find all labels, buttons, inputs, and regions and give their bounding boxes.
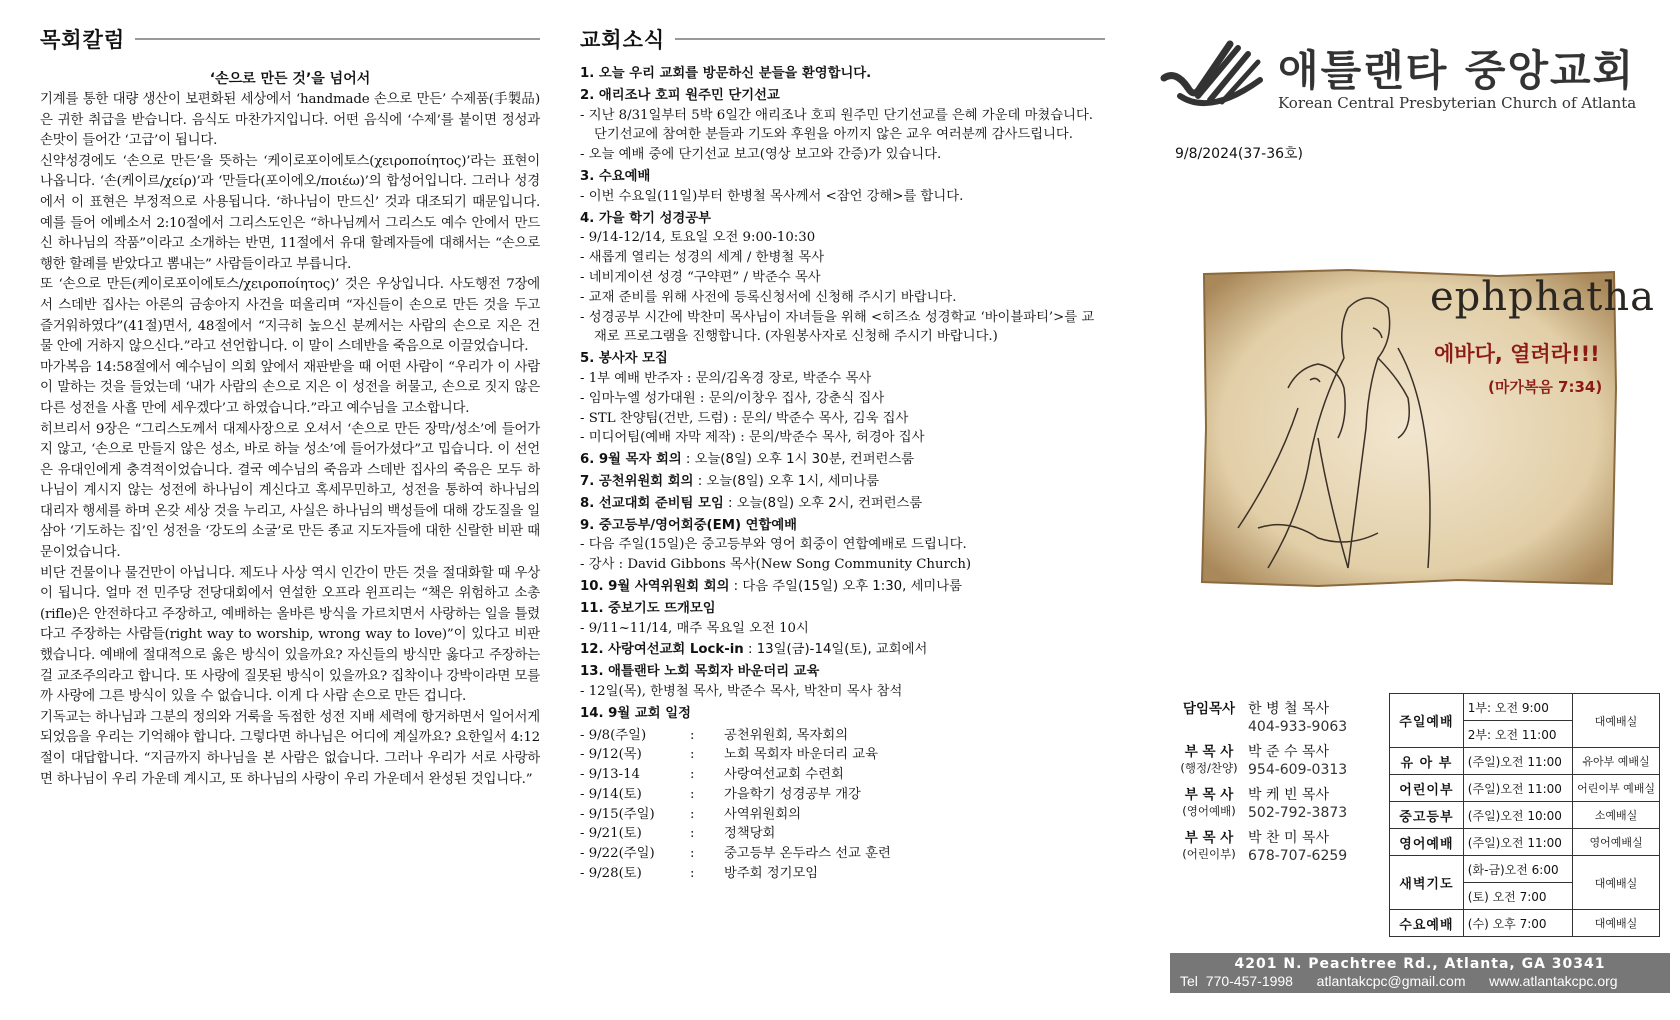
staff-role-label: 부 목 사 [1184,787,1234,803]
schedule-colon: : [690,806,695,822]
schedule-colon: : [690,826,695,842]
website-link[interactable]: www.atlantakcpc.org [1489,973,1618,989]
service-place: 대예배실 [1573,856,1660,910]
staff-contact [1248,700,1347,736]
news-item [580,167,1105,207]
news-item-heading: 8. 선교대회 준비팀 모임 [580,495,724,511]
news-item [580,209,1105,348]
ephphatha-word: ephphatha [1430,274,1655,320]
schedule-colon: : [690,866,695,882]
schedule-date: - 9/22(주일) [580,846,655,862]
news-item-heading: 9. 중고등부/영어회중(EM) 연합예배 [580,517,798,533]
phone-number: Tel 770-457-1998 [1180,973,1293,989]
staff-contact [1248,786,1347,822]
schedule-event: 중고등부 온두라스 선교 훈련 [724,846,891,862]
news-item-line: - 9/14-12/14, 토요일 오전 9:00-10:30 [580,230,816,246]
service-name: 어린이부 [1390,775,1464,802]
news-item-line: - 1부 예배 반주자 : 문의/김옥경 장로, 박준수 목사 [580,370,872,386]
schedule-colon: : [690,786,695,802]
news-item-detail: : 오늘(8일) 오후 1시, 세미나룸 [693,473,880,489]
news-item [580,704,1105,724]
ephphatha-artwork [1198,268,1655,588]
schedule-event: 공천위원회, 목자회의 [724,727,849,743]
staff-role-sub: (영어예배) [1182,804,1236,818]
section-title: 교회소식 [580,28,666,52]
schedule-date: - 9/21(토) [580,826,642,842]
schedule-date: - 9/15(주일) [580,806,655,822]
service-place: 대예배실 [1573,910,1660,937]
news-item-detail: : 다음 주일(15일) 오후 1:30, 세미나룸 [729,578,962,594]
news-item [580,662,1105,702]
service-time: 1부: 오전 9:00 [1463,694,1572,721]
paragraph: 히브리서 9장은 “그리스도께서 대제사장으로 오셔서 ‘손으로 만든 장막/성소’에 들어가지 않고, ‘손으로 만들지 않은 성소, 바로 하늘 성소’에 들어가셨다”고 밉습니다. 이 선언은 유대인에게 충격적이었습니다. 결국 예수님의 죽음과 스데반 집사의 죽음은 모두 하나님이 계시지 않는 성전에 하나님이 계신다고 혹세무민하고, 성전을 통하여 하나님의 대리자 행세를 하며 온갖 세상 것을 누리고, 사실은 하나님의 백성들에 대해 강도질을 일삼아 ‘기도하는 집’인 성전을 ‘강도의 소굴’로 만든 종교 지도자들에 대한 신랄한 비판 때문이었습니다. [40,421,540,561]
staff-role [1170,700,1248,736]
news-item-line: - 성경공부 시간에 박찬미 목사님이 자녀들을 위해 <히즈쇼 성경학교 ‘바이블파티’>를 교재로 프로그램을 진행합니다. (자원봉사자로 신청해 주시기 바랍니다.) [580,309,1095,345]
service-time: (주일)오전 11:00 [1463,748,1572,775]
news-item-line: - 강사 : David Gibbons 목사(New Song Community Church) [580,557,972,573]
service-place: 대예배실 [1573,694,1660,748]
service-place: 유아부 예배실 [1573,748,1660,775]
staff-contact [1248,829,1347,865]
staff-entry [1170,743,1360,779]
schedule-date: - 9/13-14 [580,767,640,783]
staff-entry [1170,700,1360,736]
church-logo [1160,36,1660,126]
schedule-event: 방주회 정기모임 [724,866,819,882]
service-schedule-table [1389,693,1660,937]
service-time: (화-금)오전 6:00 [1463,856,1572,883]
service-row [1390,748,1660,775]
staff-name: 한 병 철 목사 [1248,701,1329,717]
paragraph: 마가복음 14:58절에서 예수님이 의회 앞에서 재판받을 때 어떤 사람이 “우리가 이 사람이 말하는 것을 들었는데 ‘내가 사람의 손으로 지은 이 성전을 허물고, 손으로 짓지 않은 다른 성전을 사흘 만에 세우겠다’고 하였습니다.”라고 예수님을 고소합니다. [40,359,540,416]
staff-role-sub: (어린이부) [1182,847,1236,861]
staff-list [1170,700,1360,872]
staff-entry [1170,786,1360,822]
church-news [580,0,1105,884]
service-time: (주일)오전 10:00 [1463,802,1572,829]
schedule-colon: : [690,747,695,763]
news-item [580,450,1105,470]
service-name: 영어예배 [1390,829,1464,856]
staff-role [1170,743,1248,779]
schedule-list [580,726,1105,884]
news-header [580,24,1105,54]
schedule-colon: : [690,846,695,862]
contact-line [1180,973,1670,989]
news-item-heading: 13. 애틀랜타 노회 목회자 바운더리 교육 [580,664,820,680]
news-item-heading: 2. 애리조나 호피 원주민 단기선교 [580,87,780,103]
schedule-event: 노회 목회자 바운더리 교육 [724,747,878,763]
news-item-heading: 5. 봉사자 모집 [580,351,668,367]
schedule-row [580,785,1105,805]
service-name: 유 아 부 [1390,748,1464,775]
news-item-line: - 오늘 예배 중에 단기선교 보고(영상 보고와 간증)가 있습니다. [580,147,942,163]
service-place: 소예배실 [1573,802,1660,829]
bulletin-date: 9/8/2024(37-36호) [1175,146,1304,162]
schedule-row [580,805,1105,825]
news-item-heading: 12. 사랑여선교회 Lock-in [580,642,744,658]
news-item [580,494,1105,514]
staff-name: 박 준 수 목사 [1248,744,1329,760]
news-item [580,86,1105,165]
news-item-detail: : 오늘(8일) 오후 1시 30분, 컨퍼런스룸 [681,452,915,468]
section-title: 목회칼럼 [40,28,126,52]
service-row [1390,694,1660,721]
news-item [580,472,1105,492]
news-item-line: - STL 찬양팀(건반, 드럼) : 문의/ 박준수 목사, 김욱 집사 [580,410,909,426]
email-link[interactable]: atlantakcpc@gmail.com [1316,973,1466,989]
church-name-korean: 애틀랜타 중앙교회 [1278,46,1636,95]
news-item-heading: 4. 가을 학기 성경공부 [580,210,711,226]
news-item-heading: 10. 9월 사역위원회 회의 [580,578,730,594]
service-time: (주일)오전 11:00 [1463,829,1572,856]
staff-role-label: 부 목 사 [1184,830,1234,846]
service-time: 2부: 오전 11:00 [1463,721,1572,748]
staff-role [1170,829,1248,865]
staff-phone: 404-933-9063 [1248,719,1348,735]
schedule-colon: : [690,727,695,743]
news-item-line: - 9/11~11/14, 매주 목요일 오전 10시 [580,620,809,636]
service-row [1390,856,1660,883]
news-item-detail: : 오늘(8일) 오후 2시, 컨퍼런스룸 [723,495,923,511]
schedule-row [580,864,1105,884]
pastor-column [40,0,540,790]
divider [135,38,540,40]
schedule-event: 정책당회 [724,826,776,842]
news-item [580,599,1105,639]
staff-contact [1248,743,1347,779]
column-title: ‘손으로 만든 것’을 넘어서 [209,71,371,87]
news-item [580,640,1105,660]
news-item [580,349,1105,448]
service-name: 새벽기도 [1390,856,1464,910]
news-item-heading: 7. 공천위원회 회의 [580,473,694,489]
schedule-row [580,745,1105,765]
staff-phone: 678-707-6259 [1248,848,1348,864]
staff-phone: 502-792-3873 [1248,805,1348,821]
schedule-date: - 9/14(토) [580,786,642,802]
service-place: 영어예배실 [1573,829,1660,856]
news-item-detail: : 13일(금)-14일(토), 교회에서 [743,642,928,658]
scripture-reference: (마가복음 7:34) [1488,378,1603,396]
schedule-row [580,844,1105,864]
staff-name: 박 찬 미 목사 [1248,830,1329,846]
staff-role-label: 담임목사 [1182,701,1236,717]
news-item-heading: 3. 수요예배 [580,168,651,184]
schedule-colon: : [690,767,695,783]
news-item-line: - 네비게이션 성경 “구약편” / 박준수 목사 [580,269,821,285]
schedule-event: 사랑여선교회 수련회 [724,767,844,783]
news-item-line: - 지난 8/31일부터 5박 6일간 애리조나 호피 원주민 단기선교를 은혜 가운데 마쳤습니다. 단기선교에 참여한 분들과 기도와 후원을 아끼지 않은 교우 여러분께 감사드립니다. [580,107,1094,143]
service-name: 수요예배 [1390,910,1464,937]
church-address: 4201 N. Peachtree Rd., Atlanta, GA 30341 [1234,956,1606,972]
schedule-date: - 9/8(주일) [580,727,647,743]
schedule-row [580,726,1105,746]
pastor-column-header [40,24,540,54]
news-item-line: - 이번 수요일(11일)부터 한병철 목사께서 <잠언 강해>를 합니다. [580,188,964,204]
staff-role-sub: (행정/찬양) [1180,761,1238,775]
service-time: (토) 오전 7:00 [1463,883,1572,910]
paragraph: 비단 건물이나 물건만이 아닙니다. 제도나 사상 역시 인간이 만든 것을 절대화할 때 우상이 됩니다. 얼마 전 민주당 전당대회에서 연설한 오프라 윈프리는 “책은 위험하고 소총(rifle)은 안전하다고 주장하고, 예배하는 올바른 방식을 가르치면서 사랑하는 일을 틀렸다고 주장하는 사람들(right way to worship, wrong way to love)”이 있다고 비판했습니다. 예배에 절대적으로 옳은 방식이 있을까요? 자신들의 방식만 옳다고 주장하는 걸 교조주의라고 합니다. 또 사랑에 질못된 방식이 있을까요? 집착이나 강박이라면 모를까 사랑에 그른 방식이 있을 수 없습니다. 이게 다 사람 손으로 만든 겁니다. [40,565,540,705]
news-item-line: - 교재 준비를 위해 사전에 등록신청서에 신청해 주시기 바랍니다. [580,289,957,305]
ephphatha-caption: 에바다, 열려라!!! [1434,342,1600,366]
schedule-event: 가을학기 성경공부 개강 [724,786,861,802]
service-row [1390,829,1660,856]
news-item [580,516,1105,575]
service-time: (주일)오전 11:00 [1463,775,1572,802]
news-item-line: - 미디어팀(예배 자막 제작) : 문의/박준수 목사, 허경아 집사 [580,430,925,446]
staff-role-label: 부 목 사 [1184,744,1234,760]
news-item-line: - 새롭게 열리는 성경의 세계 / 한병철 목사 [580,250,825,266]
news-item-heading: 1. 오늘 우리 교회를 방문하신 분들을 환영합니다. [580,66,872,81]
schedule-row [580,765,1105,785]
service-row [1390,775,1660,802]
news-item-heading: 14. 9월 교회 일정 [580,705,691,721]
paragraph: 신약성경에도 ‘손으로 만든’을 뜻하는 ‘케이로포이에토스(χειροποίητος)’라는 표현이 나옵니다. ‘손(케이르/χείρ)’과 ‘만들다(포이에오/ποιέω)’의 합성어입니다. 그러나 성경에서 이 표현은 부정적으로 사용됩니다. ‘하나님이 만드신’ 것과 대조되기 때문입니다. 예를 들어 에베소서 2:10절에서 그리스도인은 “하나님께서 그리스도 예수 안에서 만드신 하나님의 작품”이라고 소개하는 반면, 11절에서 유대 할례자들에 대해서는 “손으로 행한 할례를 받았다고 뽐내는” 사람들이라고 부릅니다. [40,153,540,272]
news-item-heading: 11. 중보기도 뜨개모임 [580,600,716,616]
schedule-date: - 9/12(목) [580,747,642,763]
news-item [580,577,1105,597]
service-place: 어린이부 예배실 [1573,775,1660,802]
news-item [580,64,1105,84]
paragraph: 기독교는 하나님과 그분의 정의와 거룩을 독점한 성전 지배 세력에 항거하면서 일어서게 되었음을 우리는 기억해야 합니다. 그렇다면 하나님은 어디에 계실까요? 요한일서 4:12절이 대답합니다. “지금까지 하나님을 본 사람은 없습니다. 그러나 우리가 서로 사랑하면 하나님이 우리 가운데 계시고, 또 하나님의 사랑이 우리 가운데서 완성된 것입니다.” [40,709,540,787]
news-item-heading: 6. 9월 목자 회의 [580,452,682,468]
footer-address [1170,953,1670,993]
paragraph: 또 ‘손으로 만든(케이로포이에토스/χειροποίητος)’ 것은 우상입니다. 사도행전 7장에서 스데반 집사는 아론의 금송아지 사건을 떠올리며 “자신들이 손으로 만든 것을 두고 즐거워하였다”(41절)면서, 48절에서 “지극히 높으신 분께서는 사람의 손으로 지은 건물 안에 거하지 않으신다.”라고 선언합니다. 이 말이 스데반을 죽음으로 이끌었습니다. [40,277,540,355]
service-name: 주일예배 [1390,694,1464,748]
news-list [580,64,1105,724]
paragraph: 기계를 통한 대량 생산이 보편화된 세상에서 ‘handmade 손으로 만든’ 수제품(手製品)은 귀한 취급을 받습니다. 음식도 마찬가지입니다. 어떤 음식에 ‘수제’를 붙이면 정성과 손맛이 들어간 ‘고급’이 됩니다. [40,92,540,149]
schedule-row [580,824,1105,844]
church-emblem-icon [1160,40,1272,110]
service-row [1390,910,1660,937]
news-item-line: - 다음 주일(15일)은 중고등부와 영어 회중이 연합예배로 드립니다. [580,537,967,553]
news-item-line: - 12일(목), 한병철 목사, 박준수 목사, 박찬미 목사 참석 [580,683,903,699]
staff-phone: 954-609-0313 [1248,762,1348,778]
staff-role [1170,786,1248,822]
service-time: (수) 오후 7:00 [1463,910,1572,937]
schedule-event: 사역위원회의 [724,806,802,822]
church-name-english: Korean Central Presbyterian Church of Atlanta [1278,94,1637,112]
service-row [1390,802,1660,829]
staff-name: 박 케 빈 목사 [1248,787,1329,803]
divider [675,38,1105,40]
service-name: 중고등부 [1390,802,1464,829]
news-item-line: - 임마누엘 성가대원 : 문의/이창우 집사, 강춘식 집사 [580,390,885,406]
staff-entry [1170,829,1360,865]
schedule-date: - 9/28(토) [580,866,642,882]
